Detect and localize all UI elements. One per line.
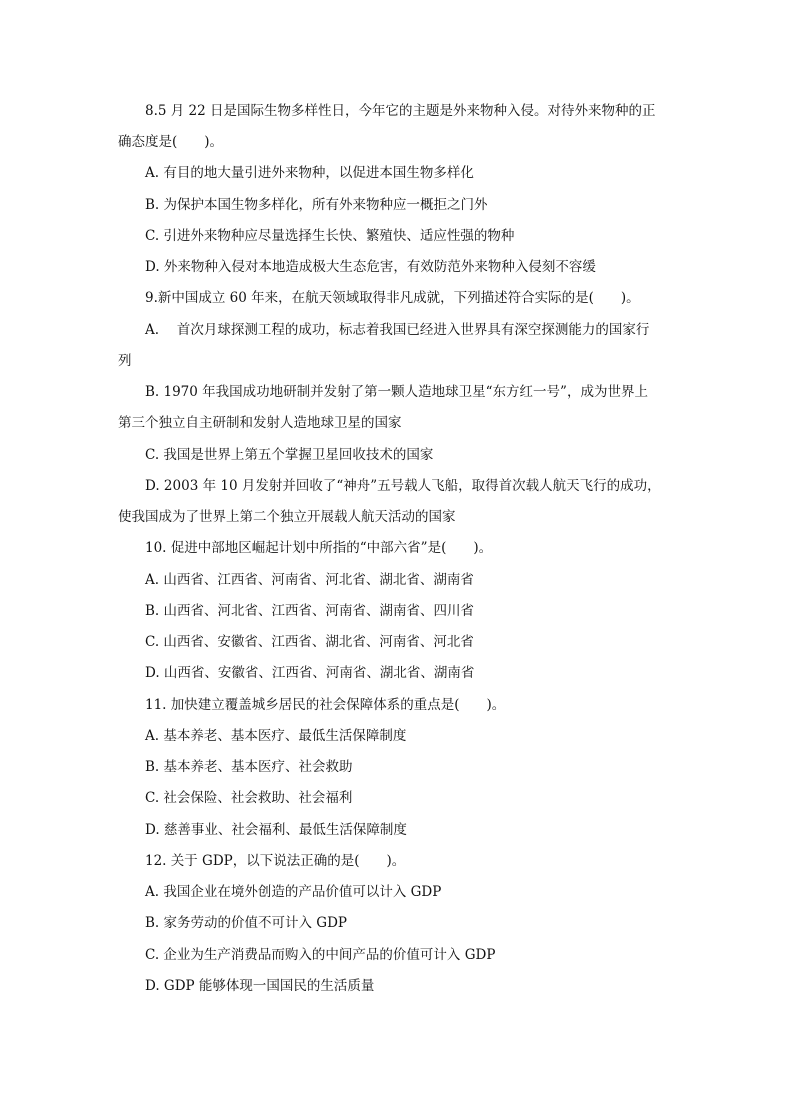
question-10-option-c: C. 山西省、安徽省、江西省、湖北省、河南省、河北省 — [145, 634, 474, 650]
question-11-option-c: C. 社会保险、社会救助、社会福利 — [145, 790, 353, 806]
question-10-option-d: D. 山西省、安徽省、江西省、河南省、湖北省、湖南省 — [145, 665, 475, 681]
question-9-option-d-line-2: 使我国成为了世界上第二个独立开展载人航天活动的国家 — [118, 509, 456, 525]
question-8-option-a: A. 有目的地大量引进外来物种，以促进本国生物多样化 — [145, 165, 474, 181]
question-8-stem-line-2: 确态度是( )。 — [118, 134, 224, 150]
question-9-stem: 9.新中国成立 60 年来，在航天领域取得非凡成就，下列描述符合实际的是( )。 — [145, 290, 640, 306]
question-11-stem: 11. 加快建立覆盖城乡居民的社会保障体系的重点是( )。 — [145, 697, 506, 713]
question-12-option-b: B. 家务劳动的价值不可计入 GDP — [145, 915, 347, 931]
question-8-option-d: D. 外来物种入侵对本地造成极大生态危害，有效防范外来物种入侵刻不容缓 — [145, 259, 596, 275]
question-8-option-b: B. 为保护本国生物多样化，所有外来物种应一概拒之门外 — [145, 197, 488, 213]
question-9-option-a-line-2: 列 — [118, 353, 132, 369]
question-12-option-d: D. GDP 能够体现一国国民的生活质量 — [145, 978, 375, 994]
question-9-option-c: C. 我国是世界上第五个掌握卫星回收技术的国家 — [145, 447, 434, 463]
question-9-option-b-line-1: B. 1970 年我国成功地研制并发射了第一颗人造地球卫星“东方红一号”，成为世界上 — [145, 384, 648, 400]
question-11-option-a: A. 基本养老、基本医疗、最低生活保障制度 — [145, 728, 407, 744]
question-8-option-c: C. 引进外来物种应尽量选择生长快、繁殖快、适应性强的物种 — [145, 228, 515, 244]
question-9-option-a-line-1: A. 首次月球探测工程的成功，标志着我国已经进入世界具有深空探测能力的国家行 — [145, 322, 650, 338]
question-11-option-b: B. 基本养老、基本医疗、社会救助 — [145, 759, 353, 775]
question-11-option-d: D. 慈善事业、社会福利、最低生活保障制度 — [145, 822, 407, 838]
question-8-stem-line-1: 8.5 月 22 日是国际生物多样性日，今年它的主题是外来物种入侵。对待外来物种的正 — [145, 103, 656, 119]
question-10-option-a: A. 山西省、江西省、河南省、河北省、湖北省、湖南省 — [145, 572, 474, 588]
question-12-stem: 12. 关于 GDP，以下说法正确的是( )。 — [145, 853, 406, 869]
question-10-stem: 10. 促进中部地区崛起计划中所指的“中部六省”是( )。 — [145, 540, 493, 556]
question-10-option-b: B. 山西省、河北省、江西省、河南省、湖南省、四川省 — [145, 603, 475, 619]
question-12-option-c: C. 企业为生产消费品而购入的中间产品的价值可计入 GDP — [145, 947, 496, 963]
question-9-option-b-line-2: 第三个独立自主研制和发射人造地球卫星的国家 — [118, 415, 402, 431]
question-9-option-d-line-1: D. 2003 年 10 月发射并回收了“神舟”五号载人飞船，取得首次载人航天飞行的成功， — [145, 478, 661, 494]
question-12-option-a: A. 我国企业在境外创造的产品价值可以计入 GDP — [145, 884, 442, 900]
